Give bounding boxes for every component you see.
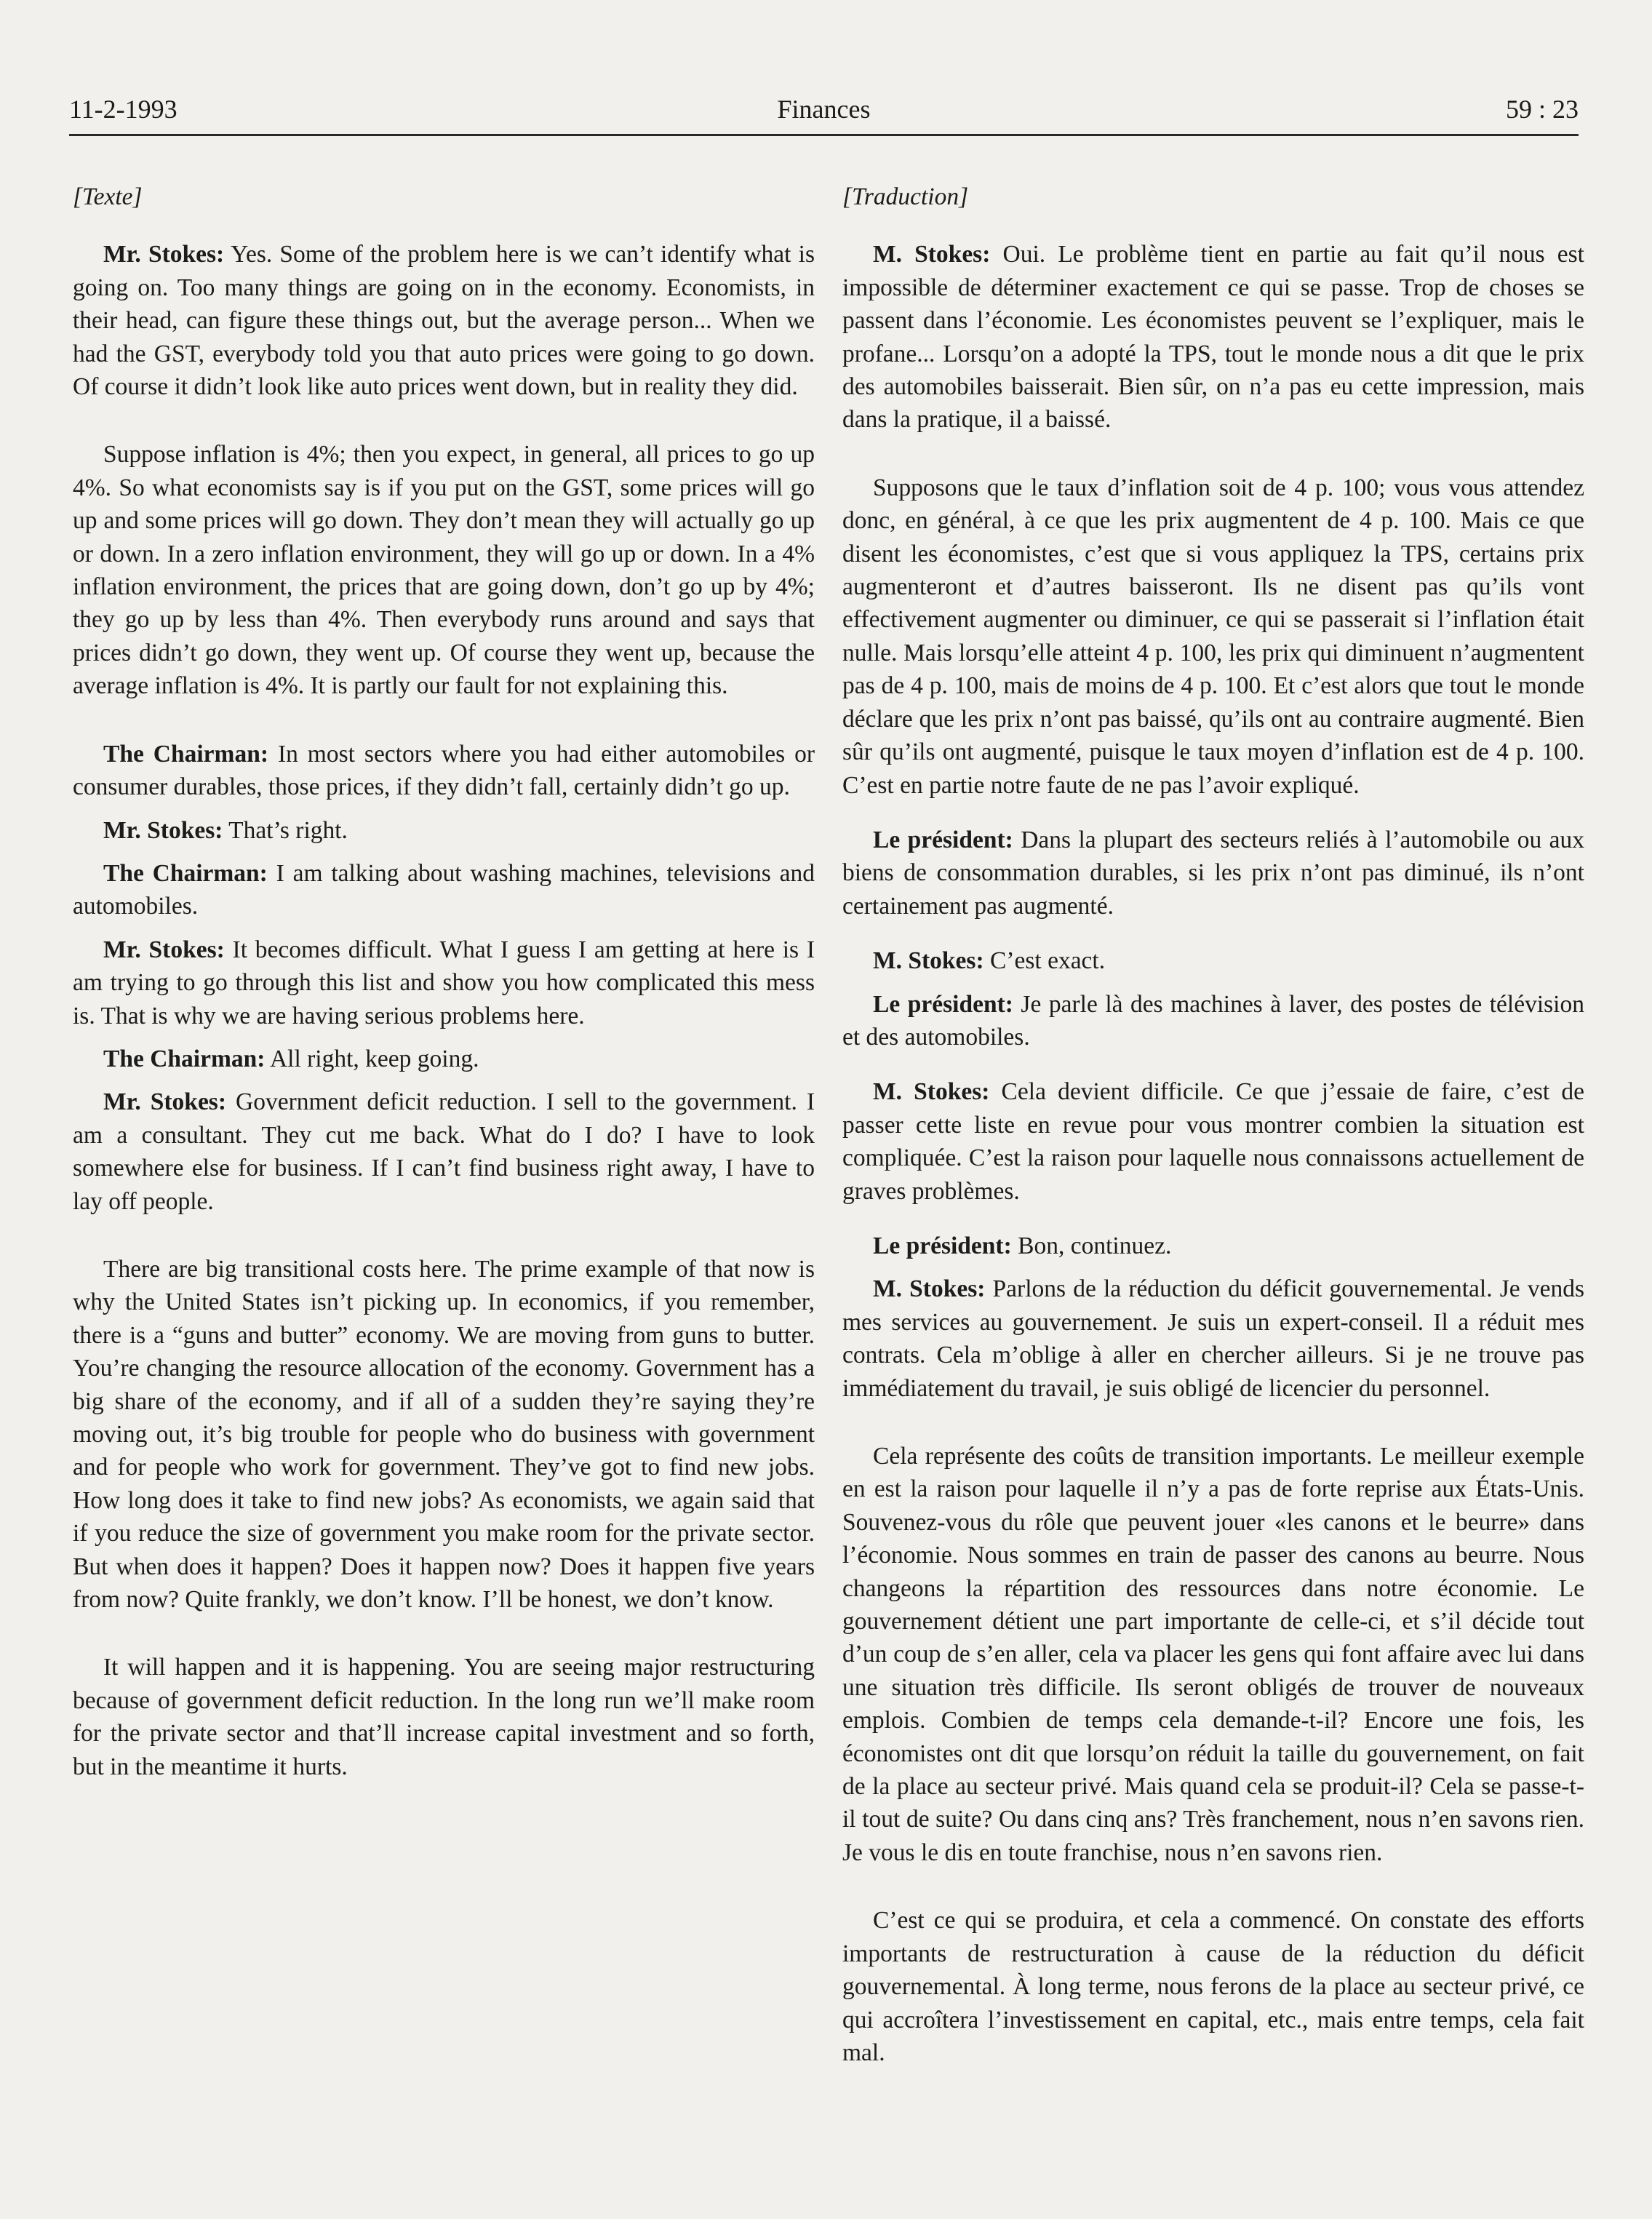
speaker-name: Le président: bbox=[873, 990, 1013, 1018]
speaker-name: The Chairman: bbox=[103, 1045, 266, 1072]
paragraph bbox=[842, 1272, 1584, 1405]
speaker-name: The Chairman: bbox=[103, 859, 268, 887]
speaker-name: Mr. Stokes: bbox=[103, 816, 223, 844]
paragraph bbox=[842, 1440, 1584, 1869]
speaker-name: Mr. Stokes: bbox=[103, 241, 225, 268]
paragraph bbox=[73, 933, 815, 1032]
paragraph bbox=[73, 857, 815, 923]
speaker-name: M. Stokes: bbox=[873, 241, 991, 268]
paragraph bbox=[73, 738, 815, 804]
column-english bbox=[73, 180, 815, 1783]
paragraph-text: Yes. Some of the problem here is we can’t identify what is going on. Too many things are going on in the economy. Economists, in their head, can figure these things out, but the average person... When we had the GST, everybody told you that auto prices were going to go down. Of course it didn’t look like auto prices went down, but in reality they did. bbox=[73, 241, 815, 401]
paragraph bbox=[842, 824, 1584, 923]
speaker-name: M. Stokes: bbox=[873, 1275, 986, 1303]
paragraph-text: In most sectors where you had either automobiles or consumer durables, those prices, if they didn’t fall, certainly didn’t go up. bbox=[73, 740, 815, 801]
paragraph-text: Bon, continuez. bbox=[1011, 1232, 1172, 1259]
paragraph-text: C’est ce qui se produira, et cela a commencé. On constate des efforts importants de restructuration à cause de la réduction du déficit gouvernemental. À long terme, nous ferons de la place au secteur privé, ce qui accroîtera l’investissement en capital, etc., mais entre temps, cela fait mal. bbox=[842, 1907, 1584, 2066]
header-page-number: 59 : 23 bbox=[1505, 95, 1579, 124]
paragraph bbox=[73, 1651, 815, 1783]
paragraph-text: Oui. Le problème tient en partie au fait qu’il nous est impossible de déterminer exactement ce qui se passe. Trop de choses se passent dans l’économie. Les économistes peuvent se l’expliquer, mais le profane... Lorsqu’on a adopté la TPS, tout le monde nous a dit que le prix des automobiles baisserait. Bien sûr, on n’a pas eu cette impression, mais dans la pratique, il a baissé. bbox=[842, 241, 1584, 434]
paragraph bbox=[842, 1904, 1584, 2069]
header-title: Finances bbox=[777, 95, 871, 124]
paragraph-text: C’est exact. bbox=[983, 947, 1106, 975]
speaker-name: The Chairman: bbox=[103, 740, 268, 768]
paragraph-text: There are big transitional costs here. The prime example of that now is why the United States isn’t picking up. In economics, if you remember, there is a “guns and butter” economy. We are moving from guns to butter. You’re changing the resource allocation of the economy. Government has a big share of the economy, and if all of a sudden they’re saying they’re moving out, it’s big trouble for people who do business with government and for people who work for government. They’ve got to find new jobs. How long does it take to find new jobs? As economists, we again said that if you reduce the size of government you make room for the private sector. But when does it happen? Does it happen now? Does it happen five years from now? Quite frankly, we don’t know. I’ll be honest, we don’t know. bbox=[73, 1255, 815, 1614]
paragraph bbox=[73, 238, 815, 403]
paragraph-text: All right, keep going. bbox=[265, 1045, 479, 1072]
paragraph-text: It will happen and it is happening. You are seeing major restructuring because of government deficit reduction. In the long run we’ll make room for the private sector and that’ll increase capital investment and so forth, but in the meantime it hurts. bbox=[73, 1654, 815, 1780]
speaker-name: Mr. Stokes: bbox=[103, 936, 225, 963]
paragraph-text: Je parle là des machines à laver, des postes de télévision et des automobiles. bbox=[842, 990, 1584, 1051]
paragraph bbox=[73, 1253, 815, 1616]
paragraph-text: Government deficit reduction. I sell to the government. I am a consultant. They cut me back. What do I do? I have to look somewhere else for business. If I can’t find business right away, I have to lay off people. bbox=[73, 1088, 815, 1215]
speaker-name: Mr. Stokes: bbox=[103, 1088, 227, 1116]
paragraph bbox=[842, 988, 1584, 1054]
paragraph bbox=[842, 471, 1584, 802]
column-french bbox=[842, 180, 1584, 2069]
paragraph bbox=[73, 814, 815, 847]
column-tag: [Traduction] bbox=[842, 183, 969, 210]
paragraph bbox=[73, 1085, 815, 1218]
speaker-name: M. Stokes: bbox=[873, 947, 984, 975]
paragraph-text: Parlons de la réduction du déficit gouvernemental. Je vends mes services au gouvernement. Je suis un expert-conseil. Il a réduit mes contrats. Cela m’oblige à aller en chercher ailleurs. Si je ne trouve pas immédiatement du travail, je suis obligé de licencier du personnel. bbox=[842, 1275, 1584, 1402]
paragraph-text: Supposons que le taux d’inflation soit de 4 p. 100; vous vous attendez donc, en général, à ce que les prix augmentent de 4 p. 100. Mais ce que disent les économistes, c’est que si vous appliquez la TPS, certains prix augmenteront et d’autres baisseront. Ils ne disent pas qu’ils vont effectivement augmenter ou diminuer, ce qui se passerait si l’inflation était nulle. Mais lorsqu’elle atteint 4 p. 100, les prix qui diminuent n’augmentent pas de 4 p. 100, mais de moins de 4 p. 100. Et c’est alors que tout le monde déclare que les prix n’ont pas baissé, qu’ils ont au contraire augmenté. Bien sûr qu’ils ont augmenté, puisque le taux moyen d’inflation est de 4 p. 100. C’est en partie notre faute de ne pas l’avoir expliqué. bbox=[842, 474, 1584, 799]
speaker-name: M. Stokes: bbox=[873, 1078, 990, 1106]
paragraph bbox=[73, 1043, 815, 1075]
speaker-name: Le président: bbox=[873, 826, 1013, 853]
paragraph-text: Cela devient difficile. Ce que j’essaie de faire, c’est de passer cette liste en revue pour vous montrer combien la situation est compliquée. C’est la raison pour laquelle nous connaissons actuellement de graves problèmes. bbox=[842, 1078, 1584, 1205]
paragraph-text: Dans la plupart des secteurs reliés à l’automobile ou aux biens de consommation durables, si les prix n’ont pas diminué, ils n’ont certainement pas augmenté. bbox=[842, 826, 1584, 920]
header-date: 11-2-1993 bbox=[69, 95, 177, 124]
paragraph bbox=[842, 1230, 1584, 1262]
paragraph bbox=[842, 944, 1584, 977]
column-tag: [Texte] bbox=[73, 183, 143, 210]
paragraph bbox=[842, 1075, 1584, 1208]
paragraph bbox=[842, 238, 1584, 436]
paragraph-text: I am talking about washing machines, televisions and automobiles. bbox=[73, 859, 815, 920]
paragraph-text: That’s right. bbox=[223, 816, 348, 844]
speaker-name: Le président: bbox=[873, 1232, 1012, 1259]
paragraph-text: Suppose inflation is 4%; then you expect, in general, all prices to go up 4%. So what economists say is if you put on the GST, some prices will go up and some prices will go down. They don’t mean they will actually go up or down. In a zero inflation environment, they will go up or down. In a 4% inflation environment, the prices that are going down, don’t go up by 4%; they go up by less than 4%. Then everybody runs around and says that prices didn’t go down, they went up. Of course they went up, because the average inflation is 4%. It is partly our fault for not explaining this. bbox=[73, 441, 815, 700]
paragraph bbox=[73, 438, 815, 702]
page-header bbox=[69, 93, 1579, 136]
paragraph-text: It becomes difficult. What I guess I am getting at here is I am trying to go through this list and show you how complicated this mess is. That is why we are having serious problems here. bbox=[73, 936, 815, 1029]
paragraph-text: Cela représente des coûts de transition importants. Le meilleur exemple en est la raison pour laquelle il n’y a pas de forte reprise aux États-Unis. Souvenez-vous du rôle que peuvent jouer «les canons et le beurre» dans l’économie. Nous sommes en train de passer des canons au beurre. Nous changeons la répartition des ressources dans notre économie. Le gouvernement détient une part importante de celle-ci, et s’il décide tout d’un coup de s’en aller, cela va placer les gens qui font affaire avec lui dans une situation très difficile. Ils seront obligés de trouver de nouveaux emplois. Combien de temps cela demande-t-il? Encore une fois, les économistes ont dit que lorsqu’on réduit la taille du gouvernement, on fait de la place au secteur privé. Mais quand cela se produit-il? Cela se passe-t-il tout de suite? Ou dans cinq ans? Très franchement, nous n’en savons rien. Je vous le dis en toute franchise, nous n’en savons rien. bbox=[842, 1443, 1584, 1866]
